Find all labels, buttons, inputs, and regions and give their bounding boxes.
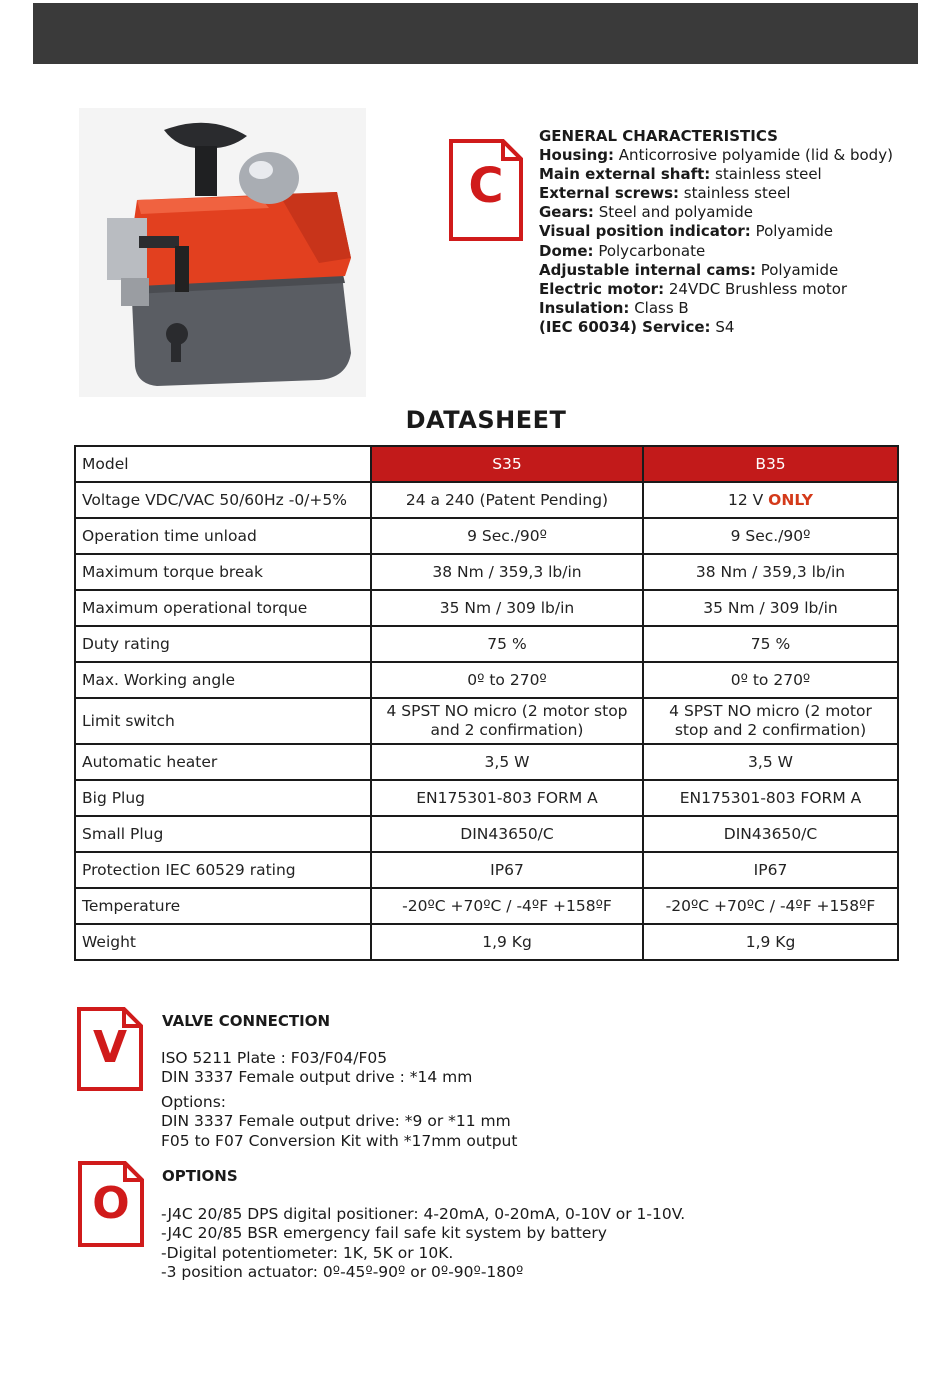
options-heading: OPTIONS <box>162 1167 238 1185</box>
list-item: -J4C 20/85 BSR emergency fail safe kit system by battery <box>161 1224 607 1243</box>
options-list <box>161 1205 685 1283</box>
table-row: Big Plug EN175301-803 FORM A EN175301-803 FORM A <box>75 780 898 816</box>
model-b35: B35 <box>643 446 898 482</box>
char-housing: Housing: Anticorrosive polyamide (lid & body) <box>539 146 893 165</box>
general-characteristics <box>539 127 919 337</box>
table-row: Max. Working angle 0º to 270º 0º to 270º <box>75 662 898 698</box>
model-s35: S35 <box>371 446 643 482</box>
table-row: Small Plug DIN43650/C DIN43650/C <box>75 816 898 852</box>
char-motor: Electric motor: 24VDC Brushless motor <box>539 279 848 298</box>
table-row: Automatic heater 3,5 W 3,5 W <box>75 744 898 780</box>
char-dome: Dome: Polycarbonate <box>539 241 706 260</box>
valve-connection-text: ISO 5211 Plate : F03/F04/F05 DIN 3337 Female output drive : *14 mm Options: DIN 3337 Female output drive: *9 or *11 mm F05 to F07 Conversion Kit with *17mm output <box>161 1049 518 1150</box>
char-insulation: Insulation: Class B <box>539 298 689 317</box>
document-v-icon: V <box>76 1006 144 1092</box>
datasheet-title: DATASHEET <box>405 406 567 434</box>
table-row: Voltage VDC/VAC 50/60Hz -0/+5% 24 a 240 (Patent Pending) 12 V ONLY <box>75 482 898 518</box>
table-row: Operation time unload 9 Sec./90º 9 Sec./90º <box>75 518 898 554</box>
table-row: Maximum torque break 38 Nm / 359,3 lb/in 38 Nm / 359,3 lb/in <box>75 554 898 590</box>
only-highlight: ONLY <box>768 491 814 509</box>
table-row: Weight 1,9 Kg 1,9 Kg <box>75 924 898 960</box>
table-row: Protection IEC 60529 rating IP67 IP67 <box>75 852 898 888</box>
model-label: Model <box>75 446 371 482</box>
header-bar <box>33 3 918 64</box>
table-row: Temperature -20ºC +70ºC / -4ºF +158ºF -20ºC +70ºC / -4ºF +158ºF <box>75 888 898 924</box>
document-o-icon: O <box>77 1160 145 1248</box>
table-row: Duty rating 75 % 75 % <box>75 626 898 662</box>
general-heading: GENERAL CHARACTERISTICS <box>539 127 778 145</box>
product-image <box>79 108 366 397</box>
list-item: -Digital potentiometer: 1K, 5K or 10K. <box>161 1243 454 1262</box>
char-shaft: Main external shaft: stainless steel <box>539 165 822 184</box>
char-gears: Gears: Steel and polyamide <box>539 203 753 222</box>
table-row: Limit switch 4 SPST NO micro (2 motor stop and 2 confirmation) 4 SPST NO micro (2 motor stop and 2 confirmation) <box>75 698 898 744</box>
list-item: -3 position actuator: 0º-45º-90º or 0º-90º-180º <box>161 1263 524 1282</box>
list-item: -J4C 20/85 DPS digital positioner: 4-20mA, 0-20mA, 0-10V or 1-10V. <box>161 1205 686 1223</box>
valve-heading: VALVE CONNECTION <box>162 1012 331 1030</box>
table-row: Maximum operational torque 35 Nm / 309 lb/in 35 Nm / 309 lb/in <box>75 590 898 626</box>
char-cams: Adjustable internal cams: Polyamide <box>539 260 839 279</box>
char-indicator: Visual position indicator: Polyamide <box>539 222 834 241</box>
document-c-icon: C <box>448 138 524 242</box>
datasheet-table <box>74 445 899 961</box>
char-service: (IEC 60034) Service: S4 <box>539 317 735 336</box>
table-header-row <box>75 446 898 482</box>
char-screws: External screws: stainless steel <box>539 184 791 203</box>
